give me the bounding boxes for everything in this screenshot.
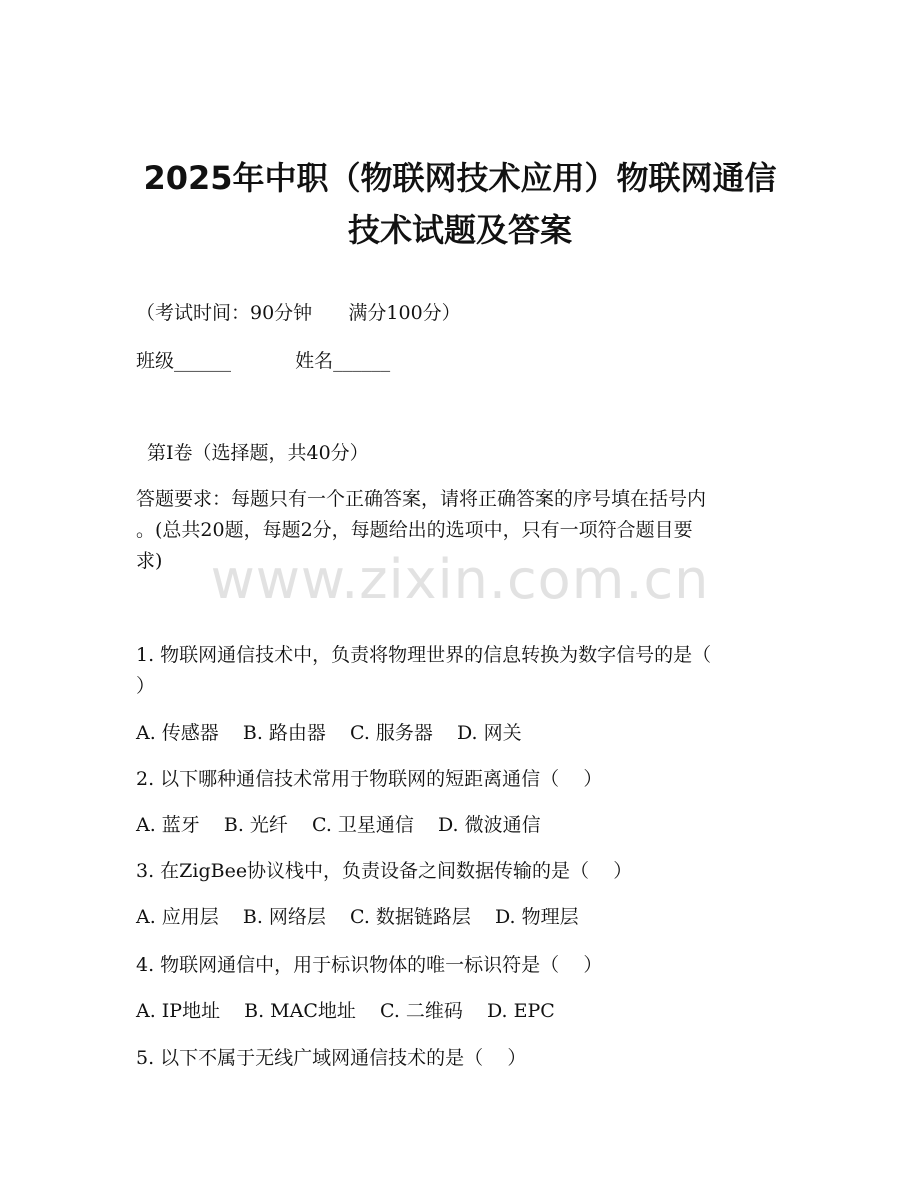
question-3-option-d: D. 物理层 (494, 906, 579, 928)
watermark: www.zixin.com.cn (210, 548, 710, 611)
question-4-option-d: D. EPC (486, 1000, 555, 1022)
document-title (0, 152, 920, 256)
question-2-option-a: A. 蓝牙 (136, 814, 200, 836)
question-3-option-b: B. 网络层 (242, 906, 326, 928)
question-4-text: 4. 物联网通信中，用于标识物体的唯一标识符是（ ） (136, 954, 603, 976)
question-1-text-line-2: ） (136, 675, 156, 697)
question-2-text: 2. 以下哪种通信技术常用于物联网的短距离通信（ ） (136, 768, 603, 790)
question-3-options (136, 902, 597, 932)
question-4-option-c: C. 二维码 (379, 1000, 463, 1022)
question-2-options (136, 810, 559, 840)
instructions-line-2: 。(总共20题，每题2分，每题给出的选项中，只有一项符合题目要 (136, 519, 693, 541)
question-1-options (136, 718, 540, 748)
question-2-option-c: C. 卫星通信 (311, 814, 414, 836)
question-3-option-c: C. 数据链路层 (349, 906, 471, 928)
question-1-text-line-1: 1. 物联网通信技术中，负责将物理世界的信息转换为数字信号的是（ (136, 644, 712, 666)
exam-info: （考试时间：90分钟 满分100分） (136, 302, 461, 324)
question-1-option-d: D. 网关 (456, 722, 522, 744)
question-4-options (136, 996, 573, 1026)
name-field: 姓名______ (295, 350, 391, 372)
instructions-line-1: 答题要求：每题只有一个正确答案，请将正确答案的序号填在括号内 (136, 488, 707, 510)
question-3-option-a: A. 应用层 (136, 906, 219, 928)
instructions-line-3: 求) (136, 550, 163, 572)
question-1 (136, 640, 776, 702)
question-1-option-c: C. 服务器 (349, 722, 433, 744)
class-name-fields (136, 346, 390, 376)
question-5-text: 5. 以下不属于无线广域网通信技术的是（ ） (136, 1047, 527, 1069)
question-1-option-a: A. 传感器 (136, 722, 219, 744)
question-1-option-b: B. 路由器 (242, 722, 326, 744)
title-line-2: 技术试题及答案 (347, 211, 572, 249)
question-4-option-b: B. MAC地址 (244, 1000, 356, 1022)
question-4-option-a: A. IP地址 (136, 1000, 221, 1022)
title-line-1: 2025年中职（物联网技术应用）物联网通信 (143, 159, 777, 197)
question-3-text: 3. 在ZigBee协议栈中，负责设备之间数据传输的是（ ） (136, 860, 633, 882)
question-2-option-d: D. 微波通信 (437, 814, 541, 836)
class-field: 班级______ (136, 350, 232, 372)
question-2-option-b: B. 光纤 (223, 814, 288, 836)
section-heading: 第Ⅰ卷（选择题，共40分） (147, 442, 369, 464)
